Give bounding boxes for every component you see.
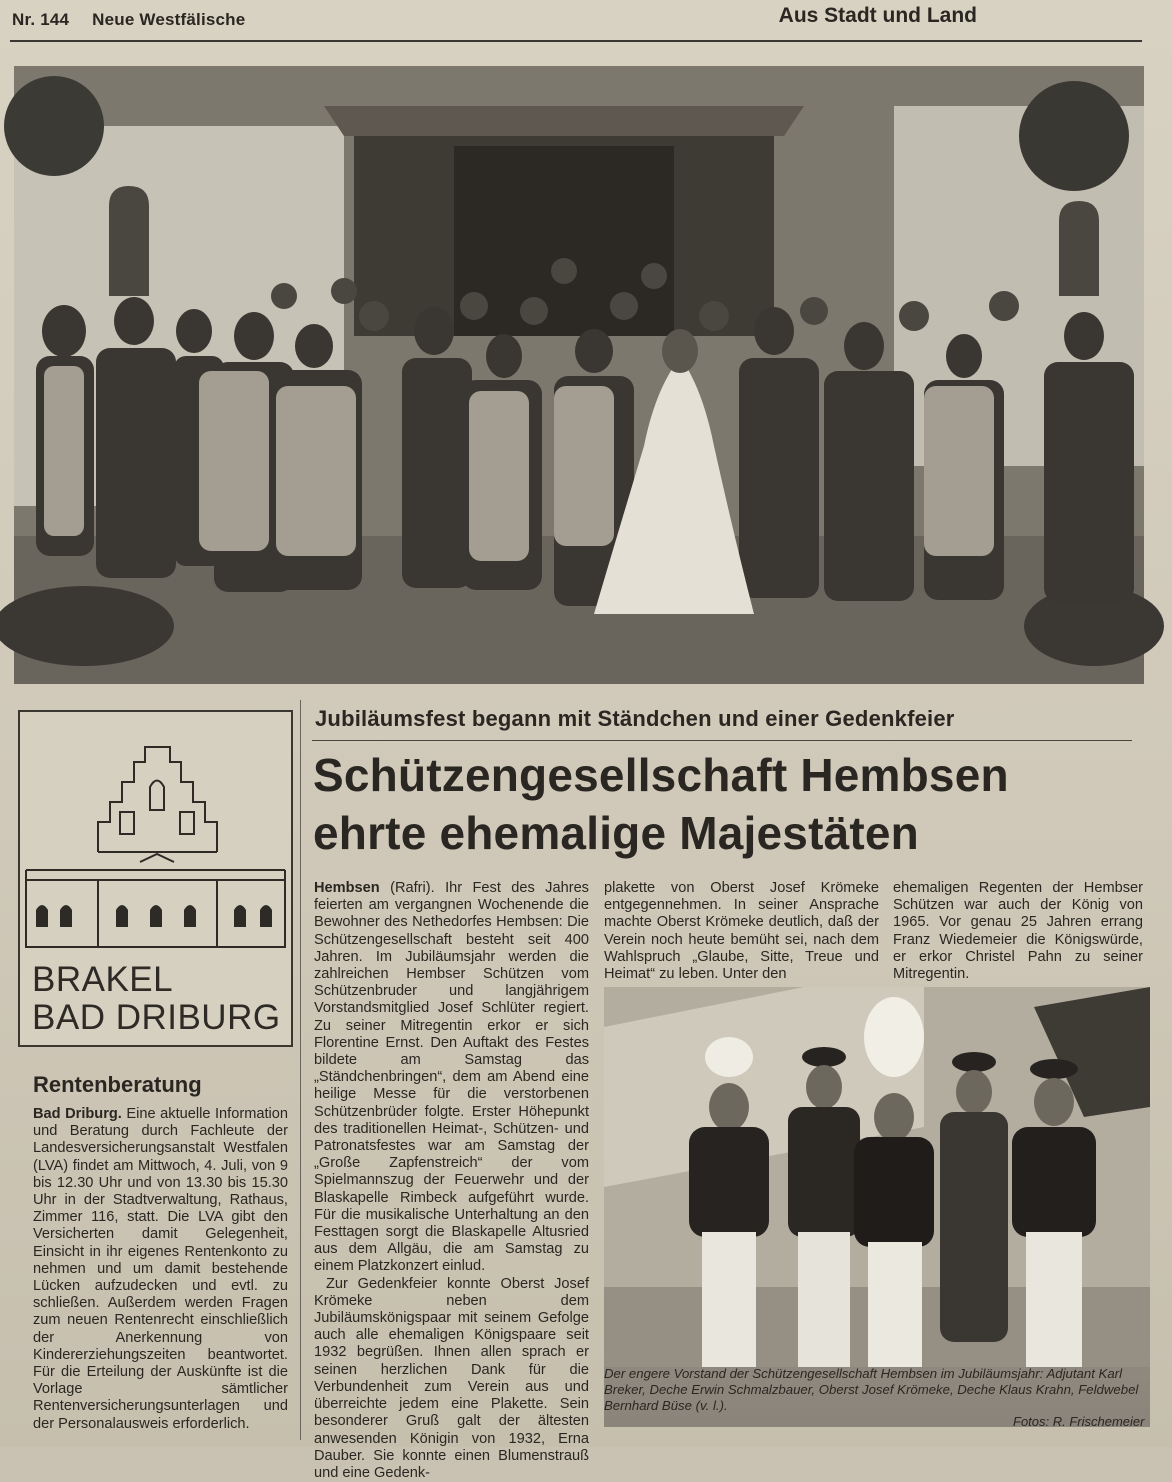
town-hall-illustration bbox=[20, 712, 291, 957]
article-paragraph-1: Ihr Fest des Jahres feierten am vergangnen Wochenende die Bewohner des Nethedorfes Hembsen: Die Schützengesellschaft besteht seit 400 Jahren. Im Jubiläumsjahr werden die zahlreichen Hembser Schützen vom Schützenbruder und langjährigem Vorstandsmitglied Josef Schlüter regiert. Zu seiner Mitregentin erkor er sich Florentine Ernst. Den Auftakt des Festes bildete am Samstag das „Ständchenbringen“, dem am Abend eine heilige Messe für die verstorbenen Schützenbrüder folgte. Erster Höhepunkt des traditionellen Heimat-, Schützen- und Patronatsfestes war am Samstag der „Große Zapfenstreich“ der vom Spielmannszug der Feuerwehr und der Blaskapelle Rimbeck aufgeführt wurde. Für die musikalische Unterhaltung an den Festtagen sorgt die Blaskapelle Altusried aus dem Allgäu, die am Samstag zu einem Platzkonzert einlud. bbox=[314, 880, 589, 1275]
article-paragraph-2: Zur Gedenkfeier konnte Oberst Josef Krömeke neben dem Jubiläumskönigspaar mit seinem Gefolge auch alle ehemaligen Königspaare seit 1932 begrüßen. Ihnen allen sprach er seinen herzlichen Dank für die Verbundenheit zum Verein aus und überreichte jedem eine Plakette. Sein besonderer Gruß galt der ältesten anwesenden Königin von 1932, Erna Dauber. Sie konnte einen Blumenstrauß und eine Gedenk- bbox=[314, 1275, 589, 1481]
headline-line2: ehrte ehemalige Majestäten bbox=[313, 807, 919, 859]
headline-line1: Schützengesellschaft Hembsen bbox=[313, 749, 1009, 801]
header-rule bbox=[10, 40, 1142, 42]
region-name-line1: BRAKEL bbox=[32, 960, 174, 999]
left-article-dateline: Bad Driburg. bbox=[33, 1106, 122, 1122]
article-headline bbox=[313, 746, 1143, 862]
newspaper-name: Neue Westfälische bbox=[92, 10, 246, 29]
section-title: Aus Stadt und Land bbox=[778, 4, 977, 27]
article-kicker: Jubiläumsfest begann mit Ständchen und einer Gedenkfeier bbox=[315, 706, 955, 731]
article-column-2: plakette von Oberst Josef Krömeke entgegennehmen. In seiner Ansprache machte Oberst Krömeke deutlich, daß der Verein noch heute bemüht sei, nach dem Wahlspruch „Glaube, Sitte, Treue und Heimat“ zu leben. Unter den bbox=[604, 880, 879, 983]
article-dateline: Hembsen bbox=[314, 880, 380, 896]
photo-credit: Fotos: R. Frischemeier bbox=[1013, 1414, 1145, 1429]
left-article-body bbox=[33, 1106, 288, 1433]
article-byline: (Rafri). bbox=[390, 880, 435, 896]
region-box bbox=[18, 710, 293, 1047]
issue-number: Nr. 144 bbox=[12, 10, 70, 29]
column-rule bbox=[300, 700, 301, 1440]
left-article-title: Rentenberatung bbox=[33, 1072, 202, 1097]
article-column-3: ehemaligen Regenten der Hembser Schützen war auch der König von 1965. Vor genau 25 Jahren errang Franz Wiedemeier die Königswürde, er erkor Christel Pahn zu seiner Mitregentin. bbox=[893, 880, 1143, 983]
article-column-1 bbox=[314, 880, 589, 1482]
region-name-line2: BAD DRIBURG bbox=[32, 998, 281, 1037]
photo-caption: Der engere Vorstand der Schützengesellschaft Hembsen im Jubiläumsjahr: Adjutant Karl Breker, Deche Erwin Schmalzbauer, Oberst Josef Krömeke, Deche Klaus Krahn, Feldwebel Bernhard Büse (v. l.). bbox=[604, 1366, 1139, 1413]
page-header-left bbox=[12, 10, 263, 30]
kicker-rule bbox=[312, 740, 1132, 741]
left-article-text: Eine aktuelle Information und Beratung durch Fachleute der Landesversicherungsanstalt Westfalen (LVA) findet am Mittwoch, 4. Juli, von 9 bis 12.30 Uhr und von 13.30 bis 15.30 Uhr in der Stadtverwaltung, Rathaus, Zimmer 116, statt. Die LVA gibt den Versicherten damit Gelegenheit, Einsicht in ihr eigenes Rentenkonto zu nehmen und um damit bestehende Lücken aufzudecken und evtl. zu schließen. Außerdem werden Fragen zum neuen Rentenrecht einschließlich der Anerkennung von Kindererziehungszeiten beantwortet. Für die Erteilung der Auskünfte ist die Vorlage sämtlicher Rentenversicherungsunterlagen und der Personalausweis erforderlich. bbox=[33, 1106, 288, 1432]
board-photo bbox=[604, 987, 1150, 1427]
group-photo bbox=[14, 66, 1144, 684]
